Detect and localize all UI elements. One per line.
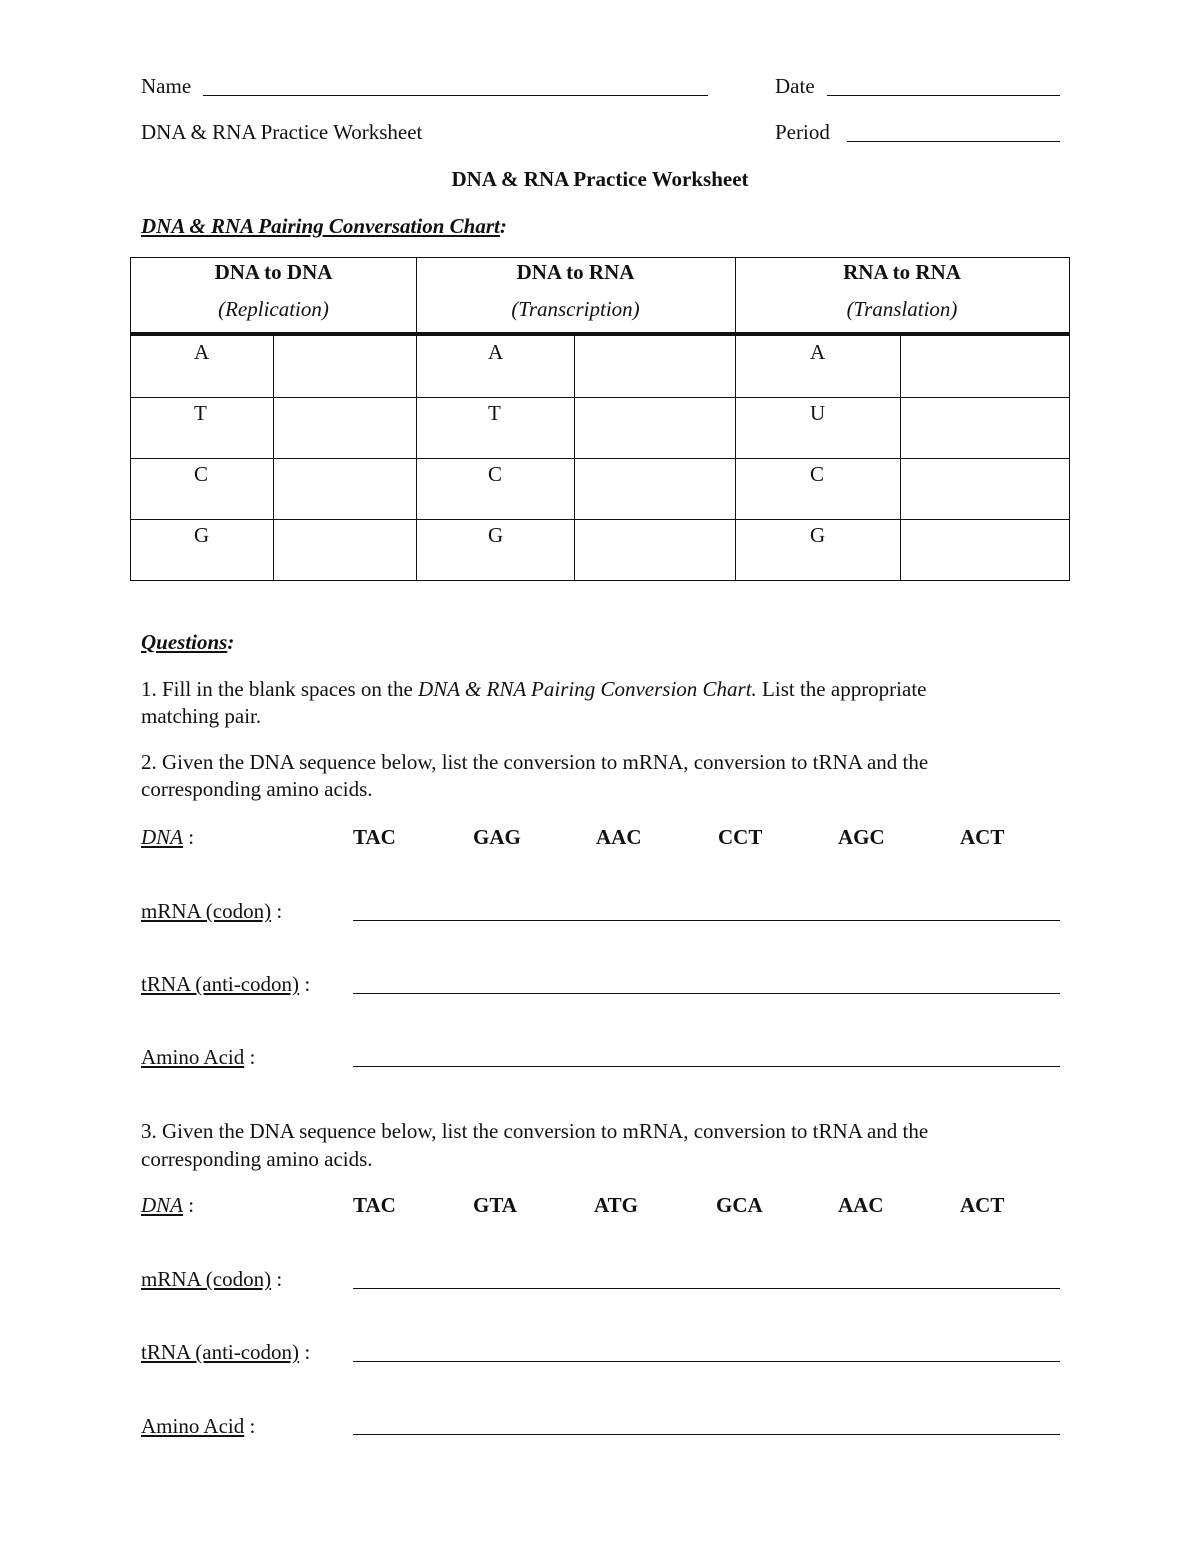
dna-label-colon: : <box>183 825 195 849</box>
column-divider <box>735 258 736 580</box>
name-label: Name <box>141 74 192 98</box>
col-title: DNA to DNA <box>214 260 333 284</box>
questions-heading <box>141 630 234 655</box>
trna-label <box>141 1340 310 1365</box>
mrna-answer-line[interactable] <box>353 1288 1060 1289</box>
amino-acid-label <box>141 1414 255 1439</box>
questions-heading-text: Questions <box>141 630 228 654</box>
page-title: DNA & RNA Practice Worksheet <box>451 167 749 191</box>
question-1-line1 <box>141 677 927 702</box>
question-3-line1: 3. Given the DNA sequence below, list the conversion to mRNA, conversion to tRNA and the <box>141 1119 929 1143</box>
question-2-line2: corresponding amino acids. <box>141 777 373 801</box>
base-cell: C <box>810 462 825 486</box>
mrna-label-text: mRNA (codon) <box>141 899 272 923</box>
amino-label-colon: : <box>244 1045 256 1069</box>
header-divider <box>131 332 1069 336</box>
question-2-line1: 2. Given the DNA sequence below, list the conversion to mRNA, conversion to tRNA and the <box>141 750 929 774</box>
base-cell: A <box>194 340 210 364</box>
col-subtitle: (Translation) <box>846 297 958 321</box>
questions-heading-colon: : <box>227 630 235 654</box>
dna-codon: GAG <box>473 825 521 849</box>
dna-codon: TAC <box>353 1193 396 1217</box>
worksheet-subtitle: DNA & RNA Practice Worksheet <box>141 120 423 144</box>
base-cell: A <box>488 340 504 364</box>
dna-codon: GTA <box>473 1193 517 1217</box>
mrna-label-colon: : <box>271 1267 283 1291</box>
dna-codon: ATG <box>594 1193 638 1217</box>
trna-answer-line[interactable] <box>353 1361 1060 1362</box>
dna-label <box>141 1193 194 1218</box>
mrna-label <box>141 899 282 924</box>
col-header-replication <box>131 258 416 334</box>
trna-label <box>141 972 310 997</box>
row-divider <box>131 458 1069 459</box>
base-cell: G <box>810 523 826 547</box>
base-cell: T <box>194 401 207 425</box>
column-divider <box>416 258 417 580</box>
amino-label-colon: : <box>244 1414 256 1438</box>
name-field-line[interactable] <box>203 95 708 96</box>
q1-text: 1. Fill in the blank spaces on the <box>141 677 419 701</box>
row-divider <box>131 397 1069 398</box>
chart-heading-text: DNA & RNA Pairing Conversation Chart <box>141 214 500 238</box>
dna-codon: AGC <box>838 825 885 849</box>
base-cell: T <box>488 401 501 425</box>
date-field-line[interactable] <box>827 95 1060 96</box>
dna-codon: AAC <box>838 1193 884 1217</box>
amino-acid-label <box>141 1045 255 1070</box>
amino-acid-answer-line[interactable] <box>353 1434 1060 1435</box>
col-header-translation <box>735 258 1069 334</box>
date-label: Date <box>775 74 815 98</box>
col-subtitle: (Transcription) <box>511 297 640 321</box>
q1-text-end: List the appropriate <box>756 677 927 701</box>
trna-label-colon: : <box>299 1340 311 1364</box>
base-cell: A <box>810 340 826 364</box>
base-cell: C <box>488 462 503 486</box>
chart-heading-colon: : <box>499 214 507 238</box>
dna-codon: AAC <box>596 825 642 849</box>
mrna-label-text: mRNA (codon) <box>141 1267 272 1291</box>
col-subtitle: (Replication) <box>218 297 329 321</box>
question-1-line2: matching pair. <box>141 704 262 728</box>
dna-codon: TAC <box>353 825 396 849</box>
base-cell: G <box>194 523 210 547</box>
period-field-line[interactable] <box>847 141 1060 142</box>
row-divider <box>131 519 1069 520</box>
col-title: RNA to RNA <box>843 260 961 284</box>
amino-acid-answer-line[interactable] <box>353 1066 1060 1067</box>
trna-label-text: tRNA (anti-codon) <box>141 1340 300 1364</box>
mrna-answer-line[interactable] <box>353 920 1060 921</box>
trna-answer-line[interactable] <box>353 993 1060 994</box>
mrna-label <box>141 1267 282 1292</box>
dna-codon: ACT <box>960 825 1005 849</box>
dna-label-text: DNA <box>141 825 183 849</box>
dna-codon: CCT <box>718 825 763 849</box>
dna-label <box>141 825 194 850</box>
base-cell: U <box>810 401 826 425</box>
dna-label-text: DNA <box>141 1193 183 1217</box>
col-header-transcription <box>416 258 735 334</box>
amino-label-text: Amino Acid <box>141 1045 245 1069</box>
trna-label-colon: : <box>299 972 311 996</box>
col-title: DNA to RNA <box>516 260 635 284</box>
q1-chart-ref: DNA & RNA Pairing Conversion Chart. <box>418 677 757 701</box>
base-cell: G <box>488 523 504 547</box>
pairing-chart <box>130 257 1070 581</box>
period-label: Period <box>775 120 830 144</box>
chart-heading <box>141 214 507 239</box>
question-3-line2: corresponding amino acids. <box>141 1147 373 1171</box>
dna-codon: ACT <box>960 1193 1005 1217</box>
base-cell: C <box>194 462 209 486</box>
dna-codon: GCA <box>716 1193 763 1217</box>
dna-label-colon: : <box>183 1193 195 1217</box>
trna-label-text: tRNA (anti-codon) <box>141 972 300 996</box>
mrna-label-colon: : <box>271 899 283 923</box>
amino-label-text: Amino Acid <box>141 1414 245 1438</box>
